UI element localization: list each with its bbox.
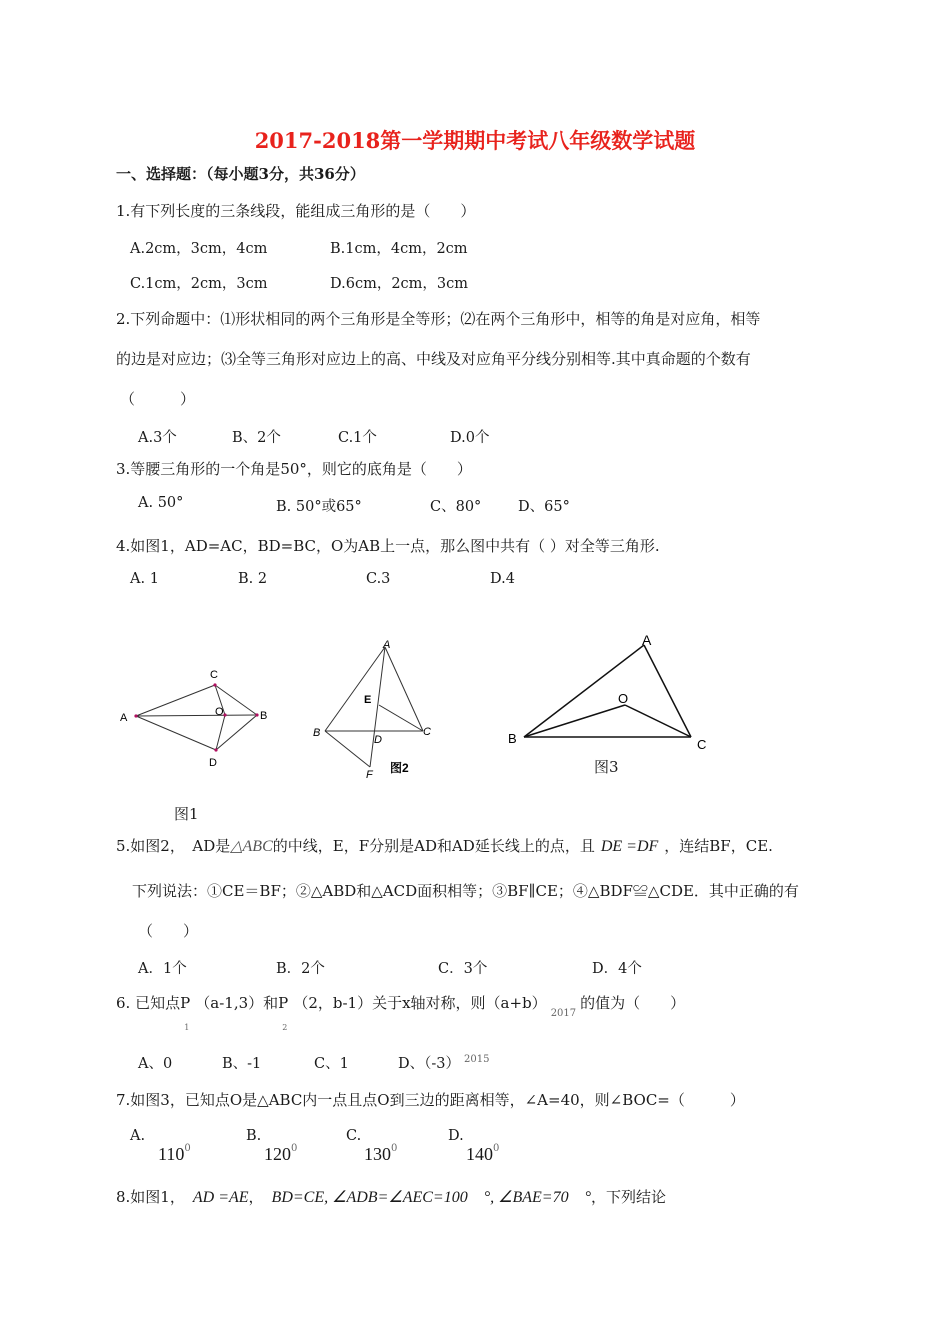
fig1-caption: 图1 — [174, 805, 199, 823]
fig2-label-c: C — [423, 726, 431, 738]
q8-equation-1: AD =AE — [192, 1189, 249, 1206]
q5-option-b[interactable]: B．2个 — [276, 961, 325, 977]
q1-option-b[interactable]: B.1cm，4cm，2cm — [330, 241, 468, 257]
q5-option-a[interactable]: A．1个 — [138, 961, 187, 977]
question-8-stem — [116, 1184, 666, 1207]
question-3-stem: 3.等腰三角形的一个角是50°，则它的底角是（ ） — [116, 460, 472, 478]
fig2-label-d: D — [374, 734, 382, 746]
fig1-label-o: O — [215, 706, 224, 718]
q8-separator: ， — [248, 1188, 264, 1206]
figure-1 — [110, 660, 280, 775]
q6-sub-1: 1 — [184, 1023, 190, 1032]
q1-option-d[interactable]: D.6cm，2cm，3cm — [330, 276, 469, 292]
fig3-caption: 图3 — [594, 758, 619, 776]
q3-option-c[interactable]: C、80° — [430, 499, 482, 515]
fig2-label-e: E — [364, 694, 372, 706]
q2-option-a[interactable]: A.3个 — [138, 430, 177, 446]
fig1-label-d: D — [209, 757, 217, 769]
fig3-label-o: O — [618, 691, 629, 706]
q7-option-a-letter: A. — [130, 1128, 146, 1144]
q3-option-b[interactable]: B. 50°或65° — [276, 499, 362, 515]
q7-option-a-degree: 0 — [184, 1143, 191, 1154]
fig2-caption: 图2 — [390, 761, 409, 775]
q2-option-c[interactable]: C.1个 — [338, 430, 377, 446]
page-title: 2017-2018第一学期期中考试八年级数学试题 — [254, 128, 696, 153]
section-heading: 一、选择题：（每小题3分，共36分） — [116, 165, 365, 183]
question-1-stem: 1.有下列长度的三条线段，能组成三角形的是（ ） — [116, 202, 476, 220]
fig3-label-c: C — [697, 737, 707, 752]
q7-option-d[interactable] — [448, 1125, 499, 1165]
figure-2 — [305, 635, 445, 785]
q5-text-2: 的中线，E，F分别是AD和AD延长线上的点，且 — [272, 837, 595, 855]
q2-answer-paren: （ ） — [120, 390, 196, 408]
q7-option-a[interactable] — [130, 1125, 191, 1165]
q7-option-c[interactable] — [346, 1125, 397, 1165]
question-2-line-2: 的边是对应边；⑶全等三角形对应边上的高、中线及对应角平分线分别相等.其中真命题的个数有 — [116, 350, 751, 368]
q5-option-d[interactable]: D．4个 — [592, 961, 642, 977]
question-5-line-2: 下列说法：①CE＝BF；②△ABD和△ACD面积相等；③BF∥CE；④△BDF≌△CDE．其中正确的有 — [132, 882, 799, 900]
question-2-line-1: 2.下列命题中：⑴形状相同的两个三角形是全等形；⑵在两个三角形中，相等的角是对应角，相等 — [116, 310, 761, 328]
q5-text-1: 5.如图2， AD是 — [116, 837, 231, 855]
q6-text-1: 6. 已知点P — [116, 994, 191, 1012]
q8-equation-2: BD=CE, ∠ADB=∠AEC=100 °, ∠BAE=70 ° — [271, 1189, 591, 1206]
q7-option-d-letter: D. — [448, 1128, 464, 1144]
q7-option-c-degree: 0 — [391, 1143, 398, 1154]
fig3-label-b: B — [508, 731, 517, 746]
q6-sub-2: 2 — [282, 1023, 288, 1032]
q7-option-c-letter: C. — [346, 1128, 362, 1144]
q6-option-c[interactable]: C、1 — [314, 1056, 349, 1072]
fig3-label-a: A — [642, 632, 652, 648]
q7-option-b[interactable] — [246, 1125, 297, 1165]
question-4-stem: 4.如图1，AD=AC，BD=BC，O为AB上一点，那么图中共有（ ）对全等三角形. — [116, 537, 660, 555]
q5-option-c[interactable]: C．3个 — [438, 961, 488, 977]
q7-option-b-value: 120 — [264, 1144, 291, 1164]
fig2-label-a: A — [383, 639, 391, 651]
q6-text-4: 的值为（ ） — [580, 994, 686, 1012]
q2-option-d[interactable]: D.0个 — [450, 430, 490, 446]
q5-equation: DE =DF — [600, 838, 659, 855]
q6-option-d-text: D、（-3） — [398, 1056, 460, 1072]
q6-text-2: （a-1,3）和P — [195, 994, 289, 1012]
question-6-stem — [116, 992, 686, 1032]
q4-option-d[interactable]: D.4 — [490, 571, 515, 587]
q6-option-a[interactable]: A、0 — [138, 1056, 173, 1072]
fig1-label-c: C — [210, 669, 218, 681]
fig1-label-b: B — [260, 710, 268, 722]
q6-option-d[interactable] — [398, 1052, 489, 1073]
fig1-label-a: A — [120, 712, 128, 724]
q7-option-a-value: 110 — [158, 1144, 185, 1164]
q6-text-3: （2，b-1）关于x轴对称，则（a+b） — [293, 994, 547, 1012]
q8-text-2: ，下列结论 — [590, 1188, 666, 1206]
figure-3 — [500, 625, 720, 775]
question-5-line-1 — [116, 835, 773, 856]
q3-option-d[interactable]: D、65° — [518, 499, 570, 515]
question-7-stem: 7.如图3，已知点O是△ABC内一点且点O到三边的距离相等，∠A=40，则∠BOC=（ ） — [116, 1091, 745, 1109]
q7-option-b-degree: 0 — [291, 1143, 298, 1154]
q7-option-d-degree: 0 — [493, 1143, 500, 1154]
q6-option-b[interactable]: B、-1 — [222, 1056, 262, 1072]
q2-option-b[interactable]: B、2个 — [232, 430, 281, 446]
fig2-label-f: F — [366, 769, 373, 781]
q7-option-b-letter: B. — [246, 1128, 262, 1144]
q4-option-a[interactable]: A. 1 — [130, 571, 159, 587]
q5-triangle: △ABC — [230, 838, 273, 855]
q6-exponent: 2017 — [550, 1008, 577, 1019]
q5-answer-paren: （ ） — [138, 922, 199, 940]
q5-text-3: ，连结BF，CE. — [664, 837, 773, 855]
q8-text-1: 8.如图1， — [116, 1188, 185, 1206]
q7-option-c-value: 130 — [364, 1144, 391, 1164]
q6-option-d-exponent: 2015 — [464, 1054, 490, 1065]
q1-option-c[interactable]: C.1cm，2cm，3cm — [130, 276, 268, 292]
q1-option-a[interactable]: A.2cm，3cm，4cm — [130, 241, 268, 257]
fig2-label-b: B — [313, 727, 321, 739]
q4-option-b[interactable]: B. 2 — [238, 571, 268, 587]
q3-option-a[interactable]: A. 50° — [138, 495, 184, 511]
q4-option-c[interactable]: C.3 — [366, 571, 391, 587]
q7-option-d-value: 140 — [466, 1144, 493, 1164]
